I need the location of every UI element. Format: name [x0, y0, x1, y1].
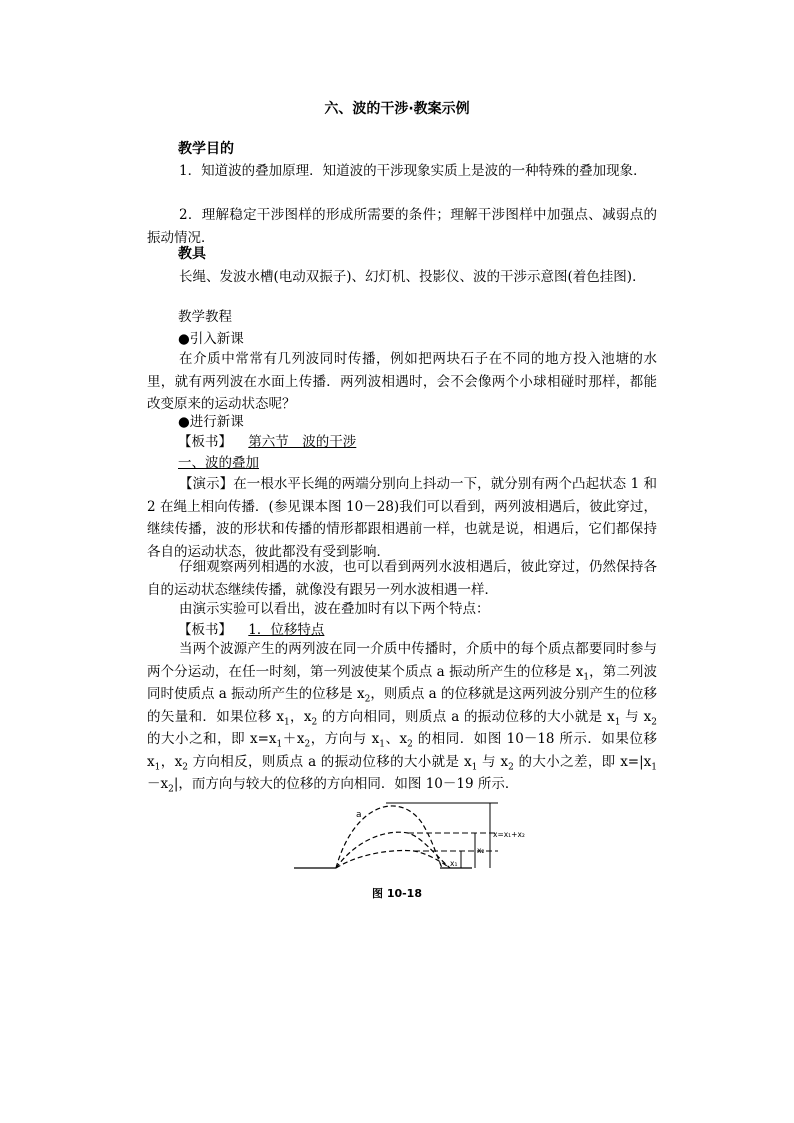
- board-tag: 【板书】: [178, 434, 232, 450]
- label-x2: x₂: [477, 846, 485, 855]
- figure-caption: 图 10-18: [371, 887, 422, 900]
- displacement-paragraph: 当两个波源产生的两列波在同一介质中传播时，介质中的每个质点都要同时参与两个分运动，在任一时刻，第一列波使某个质点 a 振动所产生的位移是 $x_1$，第二列波同时使质点 a 振动所产生的位移是 $x_2$，则质点 a 的位移就是这两列波分别产生的位移的矢量和．如果位移 $x_1$，$x_2$ 的方向相同，则质点 a 的振动位移的大小就是 $x_1$ 与 $x_2$ 的大小之和，即 $x=x_1+x_2$，方向与 $x_1$、$x_2$ 的相同．如图 10－18 所示．如果位移 $x_1$，$x_2$ 方向相反，则质点 a 的振动位移的大小就是 $x_1$ 与 $x_2$ 的大小之差，即 $x=|x_1-x_2|$，而方向与较大的位移的方向相同．如图 10－19 所示．: [147, 641, 658, 795]
- goal-1: 1．知道波的叠加原理．知道波的干涉现象实质上是波的一种特殊的叠加现象．: [179, 163, 647, 179]
- board-line-1: [178, 431, 688, 454]
- bullet-intro: ●引入新课: [178, 331, 244, 347]
- board-text: 1．位移特点: [248, 622, 325, 638]
- label-x1: x₁: [450, 859, 458, 868]
- wave-sum-curve: [336, 806, 442, 868]
- label-a: a: [356, 810, 362, 820]
- label-x-sum: x=x₁+x₂: [493, 830, 525, 839]
- page-title: 六、波的干涉·教案示例: [324, 101, 470, 117]
- wave-x2-curve: [336, 832, 450, 868]
- conclude-paragraph: 由演示实验可以看出，波在叠加时有以下两个特点：: [179, 601, 490, 617]
- superposition-figure: [290, 795, 540, 875]
- heading-tools: 教具: [178, 246, 206, 262]
- section-heading: 一、波的叠加: [178, 455, 259, 471]
- observe-paragraph: 仔细观察两列相遇的水波，也可以看到两列水波相遇后，彼此穿过，仍然保持各自的运动状态继续传播，就像没有跟另一列水波相遇一样．: [147, 559, 657, 598]
- process-heading: 教学教程: [178, 309, 232, 325]
- tools-text: 长绳、发波水槽(电动双振子)、幻灯机、投影仪、波的干涉示意图(着色挂图)．: [179, 269, 646, 285]
- board-text: 第六节 波的干涉: [248, 434, 357, 450]
- demo-paragraph: 【演示】在一根水平长绳的两端分别向上抖动一下，就分别有两个凸起状态 1 和 2 在绳上相向传播．(参见课本图 10－28)我们可以看到，两列波相遇后，彼此穿过，继续传播，波的形状和传播的情形都跟相遇前一样，也就是说，相遇后，它们都保持各自的运动状态，彼此都没有受到影响．: [147, 476, 657, 560]
- goal-2: 2．理解稳定干涉图样的形成所需要的条件；理解干涉图样中加强点、减弱点的振动情况．: [147, 207, 657, 246]
- board-tag: 【板书】: [178, 622, 232, 638]
- heading-goals: 教学目的: [178, 141, 234, 157]
- intro-paragraph: 在介质中常常有几列波同时传播，例如把两块石子在不同的地方投入池塘的水里，就有两列波在水面上传播．两列波相遇时，会不会像两个小球相碰时那样，都能改变原来的运动状态呢？: [147, 351, 657, 412]
- bullet-new-lesson: ●进行新课: [178, 414, 244, 430]
- wave-x1-curve: [336, 851, 450, 868]
